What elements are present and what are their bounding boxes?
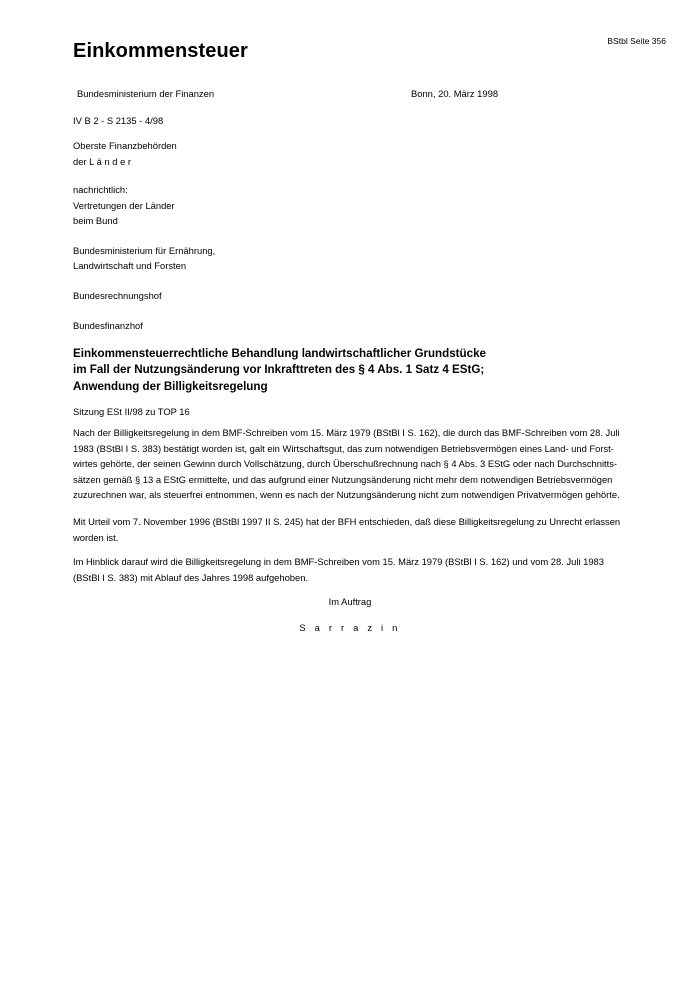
page-reference: BStbl Seite 356 (607, 36, 666, 46)
recipient-line: beim Bund (73, 215, 118, 226)
date: Bonn, 20. März 1998 (411, 88, 499, 99)
reference-number: IV B 2 - S 2135 - 4/98 (73, 115, 164, 126)
sender: Bundesministerium der Finanzen (77, 88, 215, 99)
body-paragraph (73, 554, 629, 585)
closing-phrase: Im Auftrag (328, 596, 372, 607)
paragraph-line: Mit Urteil vom 7. November 1996 (BStBl 1997 II S. 245) hat der BFH entschieden, daß diese Billigkeitsregelung zu Unrecht erlassen (73, 516, 621, 527)
subject-line: im Fall der Nutzungsänderung vor Inkrafttreten des § 4 Abs. 1 Satz 4 EStG; (73, 363, 485, 377)
recipient-line: Vertretungen der Länder (73, 199, 175, 211)
paragraph-line: wirtes gehörte, der seinen Gewinn durch Vollschätzung, durch Überschußrechnung nach § 4 Abs. 3 EStG oder nach Durchschnitts- (73, 458, 618, 469)
body-paragraph (73, 425, 629, 503)
paragraph-line: Im Hinblick darauf wird die Billigkeitsregelung in dem BMF-Schreiben vom 15. März 1979 (BStBl I S. 162) und vom 28. Juli 1983 (73, 556, 604, 567)
recipient-line: Landwirtschaft und Forsten (73, 260, 187, 271)
paragraph-line: worden ist. (73, 531, 119, 543)
paragraph-line: Nach der Billigkeitsregelung in dem BMF-Schreiben vom 15. März 1979 (BStBl I S. 162), die durch das BMF-Schreiben vom 28. Juli (73, 427, 620, 438)
body-paragraph (73, 514, 629, 545)
subject-line: Einkommensteuerrechtliche Behandlung landwirtschaftlicher Grundstücke (73, 347, 486, 360)
paragraph-line: 1983 (BStBl I S. 383) bestätigt worden ist, galt ein Wirtschaftsgut, das zum notwendigen Betriebsvermögen eines Land- und Forst- (73, 442, 614, 454)
document-title: Einkommensteuer (73, 40, 248, 62)
recipient-line: nachrichtlich: (73, 184, 128, 195)
recipient-line: Bundesfinanzhof (73, 320, 143, 331)
subject-line: Anwendung der Billigkeitsregelung (73, 379, 268, 393)
recipient-line: Bundesministerium für Ernährung, (73, 244, 216, 256)
paragraph-line: (BStBl I S. 383) mit Ablauf des Jahres 1998 aufgehoben. (73, 571, 309, 583)
recipient-line: Bundesrechnungshof (73, 289, 162, 301)
signature: S a r r a z i n (299, 622, 401, 633)
recipient-line: der L ä n d e r (73, 155, 132, 167)
recipient-list (73, 138, 215, 334)
paragraph-line: sätzen gemäß § 13 a EStG ermittelte, und das aufgrund einer Nutzungsänderung nicht mehr dem notwendigen Betriebsvermögen (73, 473, 613, 485)
paragraph-line: zuzurechnen war, als steuerfrei entnommen, wenn es nach der Nutzungsänderung nicht zum notwendigen Privatvermögen gehörte. (73, 489, 620, 500)
subject-heading (73, 346, 493, 395)
session-reference: Sitzung ESt II/98 zu TOP 16 (73, 406, 190, 417)
recipient-line: Oberste Finanzbehörden (73, 140, 177, 151)
